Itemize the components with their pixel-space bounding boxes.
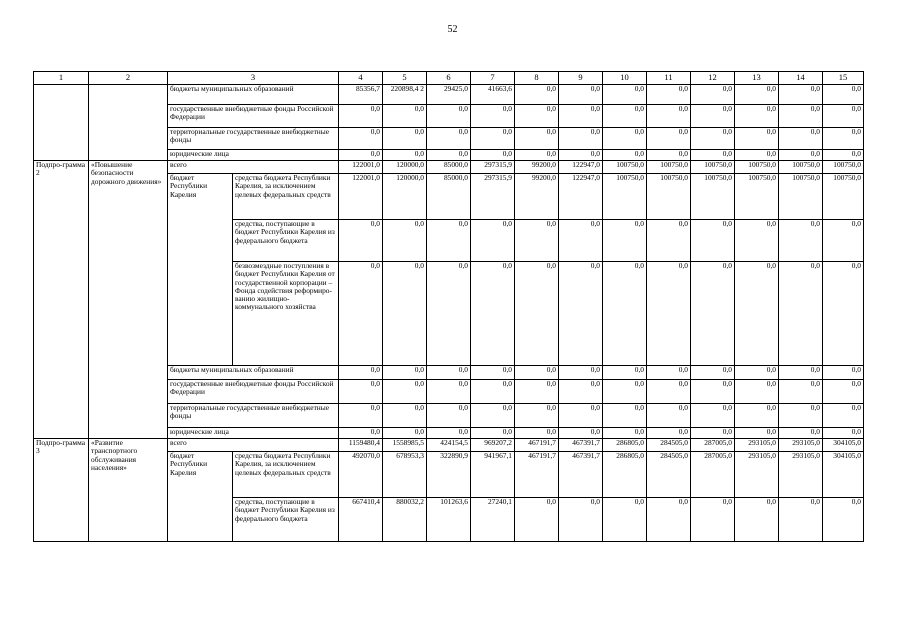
value-cell: 0,0 xyxy=(471,380,515,404)
value-cell: 0,0 xyxy=(603,262,647,366)
value-cell: 0,0 xyxy=(735,85,779,105)
value-cell: 122001,0 xyxy=(339,174,383,220)
value-cell: 100750,0 xyxy=(691,161,735,174)
value-cell: 0,0 xyxy=(779,85,823,105)
value-cell: 100750,0 xyxy=(603,161,647,174)
header-cell: 4 xyxy=(339,72,383,85)
value-cell: 0,0 xyxy=(647,105,691,128)
value-cell: 667410,4 xyxy=(339,498,383,542)
program-cell: Подпро-грамма 3 xyxy=(34,439,89,542)
value-cell: 0,0 xyxy=(647,262,691,366)
value-cell: 0,0 xyxy=(691,404,735,428)
value-cell: 0,0 xyxy=(383,366,427,380)
value-cell: 0,0 xyxy=(779,105,823,128)
header-cell: 11 xyxy=(647,72,691,85)
value-cell: 0,0 xyxy=(691,428,735,439)
value-cell: 0,0 xyxy=(339,128,383,150)
value-cell: 0,0 xyxy=(603,150,647,161)
value-cell: 0,0 xyxy=(603,105,647,128)
value-cell: 100750,0 xyxy=(823,161,864,174)
value-cell: 100750,0 xyxy=(603,174,647,220)
value-cell: 467191,7 xyxy=(515,439,559,452)
value-cell: 0,0 xyxy=(559,150,603,161)
program-cell: Подпро-грамма 2 xyxy=(34,161,89,439)
value-cell: 122947,0 xyxy=(559,174,603,220)
value-cell: 0,0 xyxy=(383,428,427,439)
value-cell: 0,0 xyxy=(383,220,427,262)
value-cell: 0,0 xyxy=(823,85,864,105)
value-cell: 297315,9 xyxy=(471,161,515,174)
value-cell: 0,0 xyxy=(779,220,823,262)
value-cell: 286805,0 xyxy=(603,452,647,498)
value-cell: 0,0 xyxy=(471,128,515,150)
value-cell: 101263,6 xyxy=(427,498,471,542)
value-cell: 467391,7 xyxy=(559,439,603,452)
budget-label: бюджет Республики Карелия xyxy=(168,452,233,542)
value-cell: 0,0 xyxy=(427,428,471,439)
value-cell: 467191,7 xyxy=(515,452,559,498)
value-cell: 0,0 xyxy=(735,380,779,404)
value-cell: 0,0 xyxy=(779,428,823,439)
value-cell: 0,0 xyxy=(515,366,559,380)
value-cell: 297315,9 xyxy=(471,174,515,220)
source-label: государственные внебюджетные фонды Российской Федерации xyxy=(168,380,339,404)
funding-source-label: средства бюджета Республики Карелия, за исключением целевых федеральных средств xyxy=(233,174,339,220)
value-cell: 0,0 xyxy=(515,150,559,161)
header-cell: 6 xyxy=(427,72,471,85)
value-cell: 0,0 xyxy=(603,366,647,380)
value-cell: 120000,0 xyxy=(383,161,427,174)
value-cell: 0,0 xyxy=(559,85,603,105)
value-cell: 0,0 xyxy=(471,150,515,161)
value-cell: 100750,0 xyxy=(647,161,691,174)
header-cell: 15 xyxy=(823,72,864,85)
value-cell: 0,0 xyxy=(515,220,559,262)
source-label: бюджеты муниципальных образований xyxy=(168,366,339,380)
source-label: территориальные государственные внебюджетные фонды xyxy=(168,404,339,428)
value-cell: 0,0 xyxy=(647,128,691,150)
value-cell: 0,0 xyxy=(471,404,515,428)
value-cell: 0,0 xyxy=(603,128,647,150)
value-cell: 0,0 xyxy=(339,428,383,439)
value-cell: 0,0 xyxy=(647,380,691,404)
value-cell: 0,0 xyxy=(515,498,559,542)
value-cell: 304105,0 xyxy=(823,439,864,452)
value-cell: 0,0 xyxy=(691,366,735,380)
value-cell: 0,0 xyxy=(647,498,691,542)
value-cell: 0,0 xyxy=(471,262,515,366)
value-cell: 0,0 xyxy=(823,105,864,128)
value-cell: 0,0 xyxy=(559,105,603,128)
value-cell: 293105,0 xyxy=(779,439,823,452)
name-cell xyxy=(89,85,168,161)
value-cell: 0,0 xyxy=(383,262,427,366)
value-cell: 0,0 xyxy=(603,428,647,439)
value-cell: 287005,0 xyxy=(691,452,735,498)
value-cell: 287005,0 xyxy=(691,439,735,452)
header-cell: 9 xyxy=(559,72,603,85)
value-cell: 0,0 xyxy=(383,404,427,428)
value-cell: 0,0 xyxy=(603,380,647,404)
header-cell: 7 xyxy=(471,72,515,85)
table-row xyxy=(34,439,864,452)
value-cell: 969207,2 xyxy=(471,439,515,452)
value-cell: 0,0 xyxy=(339,404,383,428)
header-cell: 1 xyxy=(34,72,89,85)
value-cell: 0,0 xyxy=(339,105,383,128)
value-cell: 0,0 xyxy=(823,220,864,262)
value-cell: 0,0 xyxy=(383,128,427,150)
header-cell: 8 xyxy=(515,72,559,85)
value-cell: 0,0 xyxy=(823,366,864,380)
value-cell: 99200,0 xyxy=(515,161,559,174)
value-cell: 0,0 xyxy=(515,262,559,366)
value-cell: 0,0 xyxy=(339,150,383,161)
header-cell: 14 xyxy=(779,72,823,85)
value-cell: 0,0 xyxy=(559,380,603,404)
value-cell: 0,0 xyxy=(515,105,559,128)
value-cell: 0,0 xyxy=(515,128,559,150)
value-cell: 100750,0 xyxy=(691,174,735,220)
funding-source-label: средства, поступающие в бюджет Республики Карелия из федерального бюджета xyxy=(233,220,339,262)
value-cell: 0,0 xyxy=(383,105,427,128)
value-cell: 120000,0 xyxy=(383,174,427,220)
total-label: всего xyxy=(168,161,339,174)
value-cell: 0,0 xyxy=(691,150,735,161)
value-cell: 0,0 xyxy=(779,366,823,380)
subprogram-name: «Развитие транспортного обслуживания населения» xyxy=(89,439,168,542)
value-cell: 286805,0 xyxy=(603,439,647,452)
source-label: юридические лица xyxy=(168,150,339,161)
header-cell: 2 xyxy=(89,72,168,85)
value-cell: 0,0 xyxy=(823,150,864,161)
value-cell: 0,0 xyxy=(427,150,471,161)
value-cell: 0,0 xyxy=(647,404,691,428)
value-cell: 0,0 xyxy=(427,128,471,150)
value-cell: 0,0 xyxy=(647,366,691,380)
value-cell: 284505,0 xyxy=(647,439,691,452)
value-cell: 0,0 xyxy=(603,220,647,262)
program-cell xyxy=(34,85,89,161)
value-cell: 100750,0 xyxy=(647,174,691,220)
value-cell: 0,0 xyxy=(779,498,823,542)
value-cell: 0,0 xyxy=(691,128,735,150)
value-cell: 0,0 xyxy=(779,262,823,366)
value-cell: 0,0 xyxy=(339,220,383,262)
value-cell: 100750,0 xyxy=(735,174,779,220)
value-cell: 0,0 xyxy=(647,150,691,161)
value-cell: 0,0 xyxy=(427,262,471,366)
source-label: юридические лица xyxy=(168,428,339,439)
value-cell: 0,0 xyxy=(515,380,559,404)
value-cell: 0,0 xyxy=(735,150,779,161)
value-cell: 0,0 xyxy=(647,85,691,105)
value-cell: 284505,0 xyxy=(647,452,691,498)
value-cell: 122001,0 xyxy=(339,161,383,174)
value-cell: 220898,4 2 xyxy=(383,85,427,105)
value-cell: 0,0 xyxy=(691,220,735,262)
value-cell: 29425,0 xyxy=(427,85,471,105)
value-cell: 0,0 xyxy=(559,428,603,439)
value-cell: 0,0 xyxy=(471,366,515,380)
value-cell: 293105,0 xyxy=(735,452,779,498)
header-cell: 13 xyxy=(735,72,779,85)
source-label: бюджеты муниципальных образований xyxy=(168,85,339,105)
value-cell: 85356,7 xyxy=(339,85,383,105)
value-cell: 0,0 xyxy=(603,498,647,542)
value-cell: 0,0 xyxy=(427,404,471,428)
value-cell: 100750,0 xyxy=(779,161,823,174)
value-cell: 424154,5 xyxy=(427,439,471,452)
funding-source-label: средства бюджета Республики Карелия, за исключением целевых федеральных средств xyxy=(233,452,339,498)
value-cell: 0,0 xyxy=(427,105,471,128)
value-cell: 0,0 xyxy=(339,366,383,380)
value-cell: 0,0 xyxy=(691,380,735,404)
source-label: территориальные государственные внебюджетные фонды xyxy=(168,128,339,150)
value-cell: 0,0 xyxy=(559,262,603,366)
value-cell: 0,0 xyxy=(691,262,735,366)
header-cell: 10 xyxy=(603,72,647,85)
table-row xyxy=(34,85,864,105)
value-cell: 0,0 xyxy=(779,150,823,161)
value-cell: 1558985,5 xyxy=(383,439,427,452)
header-cell: 3 xyxy=(168,72,339,85)
value-cell: 0,0 xyxy=(823,262,864,366)
value-cell: 0,0 xyxy=(515,404,559,428)
subprogram-name: «Повышение безопасности дорожного движения» xyxy=(89,161,168,439)
value-cell: 0,0 xyxy=(339,262,383,366)
value-cell: 0,0 xyxy=(735,498,779,542)
header-cell: 5 xyxy=(383,72,427,85)
page-number: 52 xyxy=(447,24,458,35)
value-cell: 0,0 xyxy=(471,428,515,439)
value-cell: 100750,0 xyxy=(779,174,823,220)
value-cell: 0,0 xyxy=(559,220,603,262)
value-cell: 0,0 xyxy=(383,150,427,161)
value-cell: 678953,3 xyxy=(383,452,427,498)
value-cell: 0,0 xyxy=(339,380,383,404)
total-label: всего xyxy=(168,439,339,452)
header-row xyxy=(34,72,864,85)
value-cell: 0,0 xyxy=(691,498,735,542)
value-cell: 322890,9 xyxy=(427,452,471,498)
value-cell: 293105,0 xyxy=(779,452,823,498)
value-cell: 0,0 xyxy=(823,128,864,150)
value-cell: 0,0 xyxy=(779,380,823,404)
value-cell: 0,0 xyxy=(383,380,427,404)
value-cell: 0,0 xyxy=(427,220,471,262)
value-cell: 0,0 xyxy=(603,85,647,105)
value-cell: 0,0 xyxy=(427,366,471,380)
value-cell: 0,0 xyxy=(823,428,864,439)
value-cell: 0,0 xyxy=(735,404,779,428)
value-cell: 293105,0 xyxy=(735,439,779,452)
value-cell: 941967,1 xyxy=(471,452,515,498)
value-cell: 1159480,4 xyxy=(339,439,383,452)
budget-table xyxy=(33,71,864,542)
budget-label: бюджет Республики Карелия xyxy=(168,174,233,366)
value-cell: 0,0 xyxy=(735,220,779,262)
value-cell: 0,0 xyxy=(735,128,779,150)
value-cell: 0,0 xyxy=(559,128,603,150)
value-cell: 0,0 xyxy=(559,366,603,380)
value-cell: 0,0 xyxy=(735,428,779,439)
value-cell: 0,0 xyxy=(691,85,735,105)
value-cell: 0,0 xyxy=(603,404,647,428)
value-cell: 99200,0 xyxy=(515,174,559,220)
value-cell: 0,0 xyxy=(471,105,515,128)
value-cell: 0,0 xyxy=(779,128,823,150)
value-cell: 0,0 xyxy=(823,404,864,428)
funding-source-label: безвозмездные поступления в бюджет Республики Карелия от государственной корпорации – Фонда содействия реформиро-ванию жилищно-коммунального хозяйства xyxy=(233,262,339,366)
value-cell: 0,0 xyxy=(823,498,864,542)
value-cell: 0,0 xyxy=(559,498,603,542)
value-cell: 85000,0 xyxy=(427,161,471,174)
table-row xyxy=(34,161,864,174)
value-cell: 467391,7 xyxy=(559,452,603,498)
value-cell: 0,0 xyxy=(647,220,691,262)
value-cell: 0,0 xyxy=(735,105,779,128)
value-cell: 27240,1 xyxy=(471,498,515,542)
value-cell: 85000,0 xyxy=(427,174,471,220)
value-cell: 0,0 xyxy=(515,85,559,105)
value-cell: 100750,0 xyxy=(735,161,779,174)
value-cell: 0,0 xyxy=(471,220,515,262)
value-cell: 0,0 xyxy=(427,380,471,404)
value-cell: 492070,0 xyxy=(339,452,383,498)
value-cell: 122947,0 xyxy=(559,161,603,174)
value-cell: 0,0 xyxy=(735,366,779,380)
value-cell: 0,0 xyxy=(823,380,864,404)
value-cell: 0,0 xyxy=(647,428,691,439)
header-cell: 12 xyxy=(691,72,735,85)
value-cell: 0,0 xyxy=(779,404,823,428)
value-cell: 0,0 xyxy=(691,105,735,128)
value-cell: 304105,0 xyxy=(823,452,864,498)
funding-source-label: средства, поступающие в бюджет Республики Карелия из федерального бюджета xyxy=(233,498,339,542)
value-cell: 0,0 xyxy=(735,262,779,366)
value-cell: 0,0 xyxy=(515,428,559,439)
source-label: государственные внебюджетные фонды Российской Федерации xyxy=(168,105,339,128)
value-cell: 0,0 xyxy=(559,404,603,428)
value-cell: 880032,2 xyxy=(383,498,427,542)
value-cell: 41663,6 xyxy=(471,85,515,105)
value-cell: 100750,0 xyxy=(823,174,864,220)
